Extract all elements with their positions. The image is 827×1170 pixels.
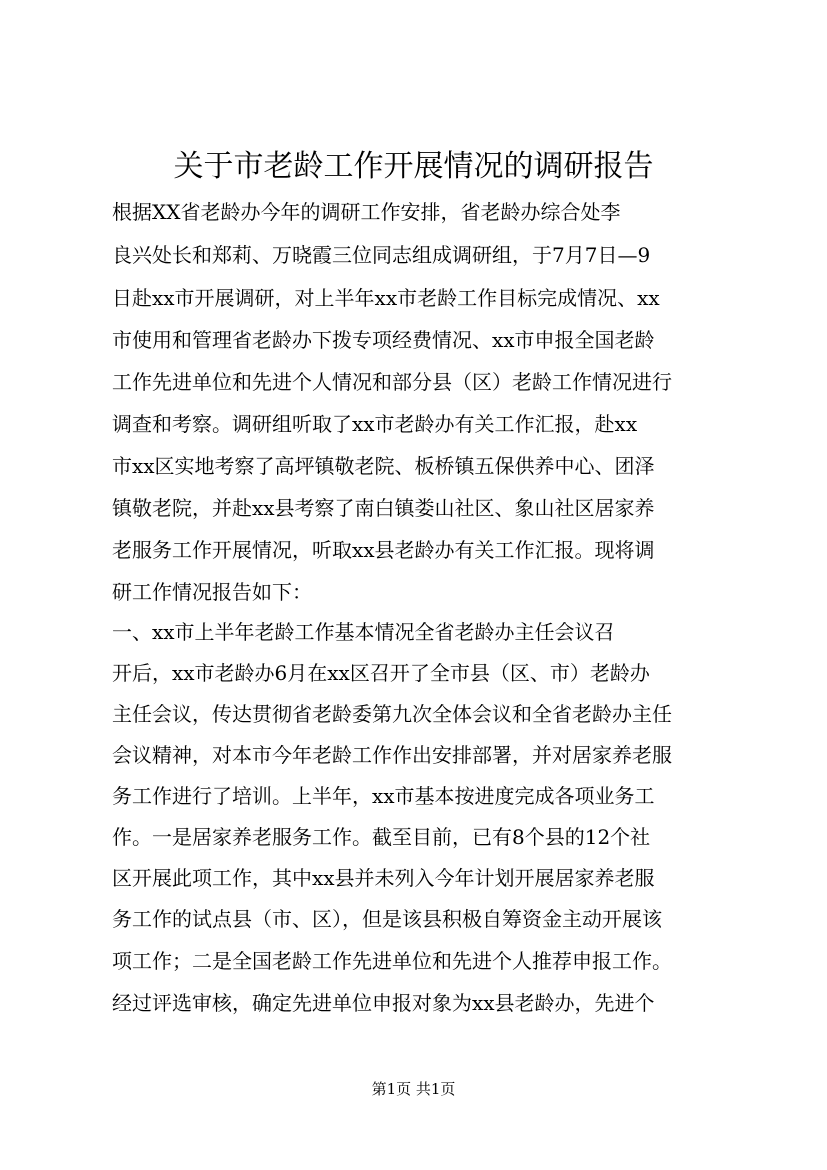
- body-line: 主任会议，传达贯彻省老龄委第九次全体会议和全省老龄办主任: [112, 702, 672, 726]
- body-line: 良兴处长和郑莉、万晓霞三位同志组成调研组，于7月7日—9: [112, 243, 651, 267]
- body-line: 区开展此项工作，其中xx县并未列入今年计划开展居家养老服: [112, 866, 655, 890]
- body-line: 镇敬老院，并赴xx县考察了南白镇娄山社区、象山社区居家养: [112, 496, 655, 520]
- body-line: 调查和考察。调研组听取了xx市老龄办有关工作汇报，赴xx: [112, 412, 638, 436]
- body-line: 一、xx市上半年老龄工作基本情况全省老龄办主任会议召: [112, 620, 615, 644]
- body-line: 根据XX省老龄办今年的调研工作安排，省老龄办综合处李: [112, 200, 621, 224]
- body-line: 工作先进单位和先进个人情况和部分县（区）老龄工作情况进行: [112, 370, 672, 394]
- body-line: 会议精神，对本市今年老龄工作作出安排部署，并对居家养老服: [112, 743, 672, 767]
- body-line: 研工作情况报告如下：: [112, 580, 312, 604]
- body-line: 务工作进行了培训。上半年，xx市基本按进度完成各项业务工: [112, 784, 655, 808]
- body-line: 日赴xx市开展调研，对上半年xx市老龄工作目标完成情况、xx: [112, 286, 660, 310]
- body-line: 经过评选审核，确定先进单位申报对象为xx县老龄办，先进个: [112, 991, 655, 1015]
- body-line: 市xx区实地考察了高坪镇敬老院、板桥镇五保供养中心、团泽: [112, 454, 655, 478]
- body-line: 项工作；二是全国老龄工作先进单位和先进个人推荐申报工作。: [112, 949, 672, 973]
- document-title: 关于市老龄工作开展情况的调研报告: [173, 149, 654, 184]
- body-line: 作。一是居家养老服务工作。截至目前，已有8个县的12个社: [112, 825, 651, 849]
- body-line: 开后，xx市老龄办6月在xx区召开了全市县（区、市）老龄办: [112, 661, 650, 685]
- body-line: 老服务工作开展情况，听取xx县老龄办有关工作汇报。现将调: [112, 538, 655, 562]
- page-footer: 第1页 共1页: [371, 1080, 456, 1098]
- body-line: 市使用和管理省老龄办下拨专项经费情况、xx市申报全国老龄: [112, 328, 655, 352]
- body-line: 务工作的试点县（市、区），但是该县积极自筹资金主动开展该: [112, 907, 662, 931]
